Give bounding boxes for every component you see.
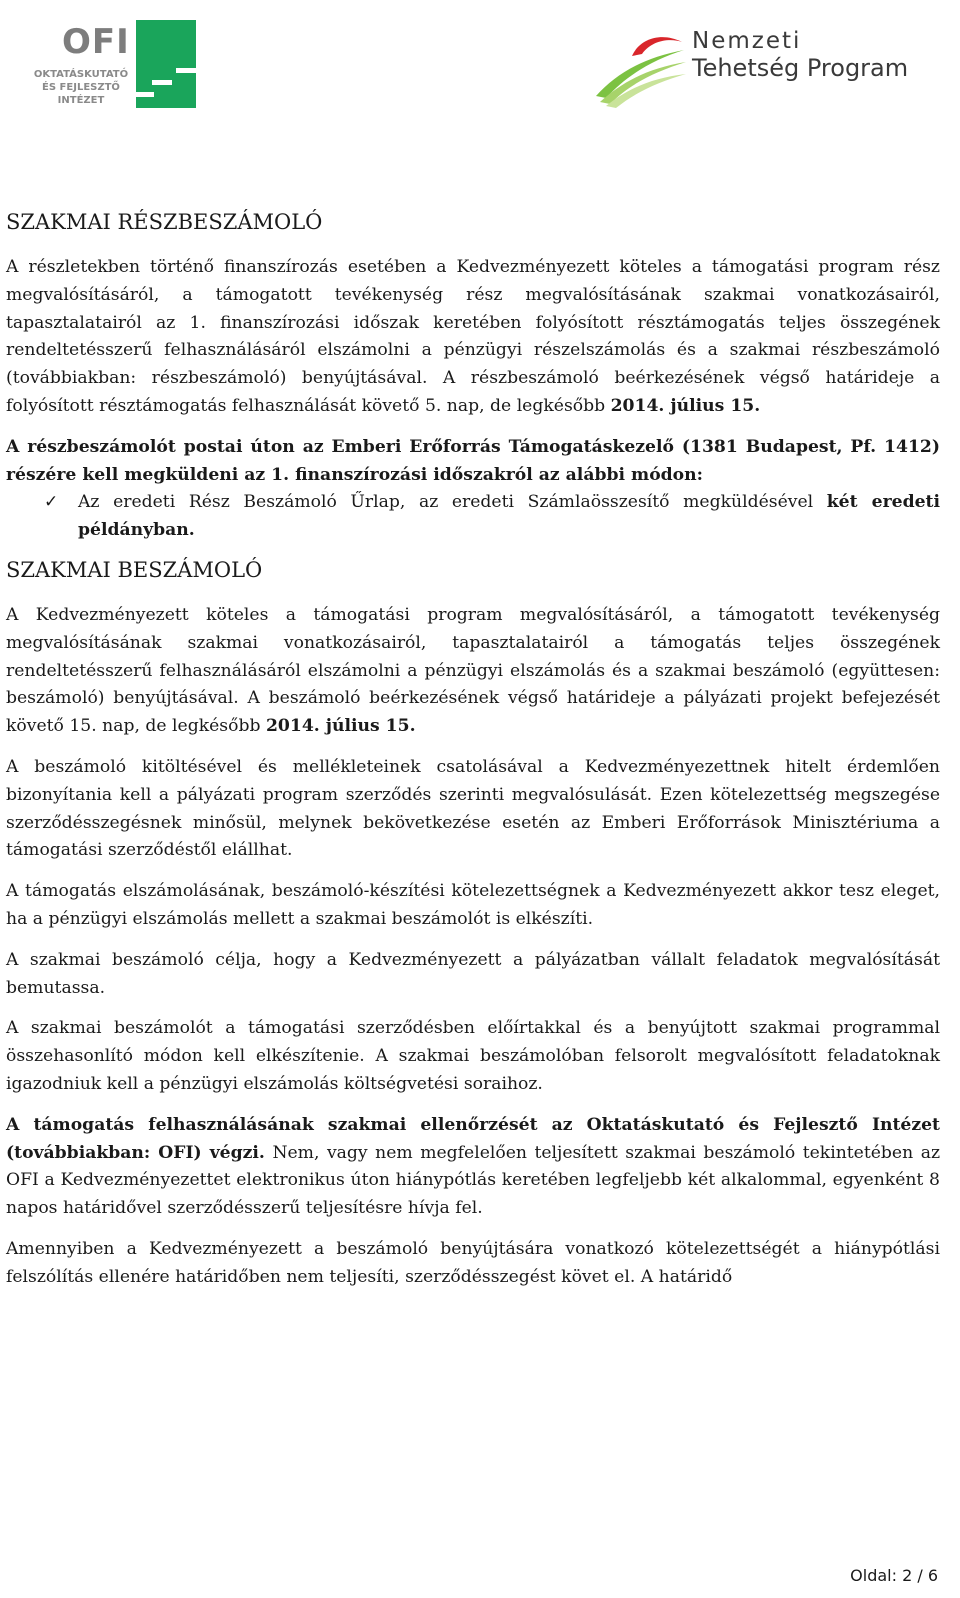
ofi-logo-stripe: [136, 92, 154, 97]
ntp-logo-line2: Tehetség Program: [692, 54, 909, 82]
postal-instruction: A részbeszámolót postai úton az Emberi Erőforrás Támogatáskezelő (1381 Budapest, Pf. 1412) részére kell megküldeni az 1. finanszírozási időszakról az alábbi módon:: [6, 436, 940, 485]
paragraph: A szakmai beszámolót a támogatási szerződésben előírtakkal és a benyújtott szakmai programmal összehasonlító módon kell elkészítenie. A szakmai beszámolóban felsorolt megvalósított feladatoknak igazodniuk kell a pénzügyi elszámolás költségvetési soraihoz.: [6, 1018, 940, 1094]
ofi-logo-line3: INTÉZET: [57, 95, 105, 106]
paragraph-text: A Kedvezményezett köteles a támogatási program megvalósításáról, a támogatott tevékenység megvalósításának szakmai vonatkozásairól, tapasztalatairól a támogatás teljes összegének rendeltetésszerű felhasználásáról elszámolni a pénzügyi elszámolás és a szakmai beszámoló (együttesen: beszámoló) benyújtásával. A beszámoló beérkezésének végső határideje a pályázati projekt befejezését követő 15. nap, de legkésőbb: [6, 604, 940, 737]
paragraph: [6, 1112, 940, 1223]
paragraph-bold-lead: A támogatás felhasználásának szakmai ellenőrzését az Oktatáskutató és Fejlesztő Intézet (továbbiakban: OFI) végzi.: [6, 1114, 940, 1163]
check-item-text: Az eredeti Rész Beszámoló Űrlap, az eredeti Számlaösszesítő megküldésével: [78, 492, 827, 513]
check-list-item: [6, 489, 940, 545]
paragraph-text: Nem, vagy nem megfelelően teljesített szakmai beszámoló tekintetében az OFI a Kedvezményezettet elektronikus úton hiánypótlás keretében legfeljebb két alkalommal, egyenként 8 napos határidővel szerződésszerű teljesítésre hívja fel.: [6, 1142, 940, 1219]
deadline-date: 2014. július 15.: [265, 716, 416, 737]
section-title-reszbeszamolo: SZAKMAI RÉSZBESZÁMOLÓ: [6, 210, 323, 234]
section-title-beszamolo: SZAKMAI BESZÁMOLÓ: [6, 557, 263, 582]
paragraph: [6, 602, 940, 741]
paragraph: Amennyiben a Kedvezményezett a beszámoló benyújtására vonatkozó kötelezettségét a hiánypótlási felszólítás ellenére határidőben nem teljesíti, szerződésszegést követ el. A határidő: [6, 1238, 940, 1287]
ntp-logo-line1: Nemzeti: [692, 28, 802, 54]
page-number: Oldal: 2 / 6: [850, 1566, 938, 1585]
ofi-logo-line2: ÉS FEJLESZTŐ: [42, 82, 120, 93]
paragraph: A szakmai beszámoló célja, hogy a Kedvezményezett a pályázatban vállalt feladatok megvalósítását bemutassa.: [6, 949, 940, 998]
paragraph-bold: [6, 434, 940, 490]
ofi-logo-stripe: [176, 68, 196, 73]
paragraph: A támogatás elszámolásának, beszámoló-készítési kötelezettségnek a Kedvezményezett akkor tesz eleget, ha a pénzügyi elszámolás mellett a szakmai beszámolót is elkészíti.: [6, 881, 940, 929]
ntp-swoosh-icon: [592, 18, 692, 108]
check-item-bold: két eredeti példányban.: [78, 492, 940, 541]
ntp-logo: [592, 18, 932, 108]
document-body: [6, 210, 940, 1292]
paragraph-text: A részletekben történő finanszírozás esetében a Kedvezményezett köteles a támogatási program rész megvalósításáról, a támogatott tevékenység rész megvalósításának szakmai vonatkozásairól, tapasztalatairól az 1. finanszírozási időszak keretében folyósított résztámogatás teljes összegének rendeltetésszerű felhasználásáról elszámolni a pénzügyi részelszámolás és a szakmai részbeszámoló (továbbiakban: részbeszámoló) benyújtásával. A részbeszámoló beérkezésének végső határideje a folyósított résztámogatás felhasználását követő 5. nap, de legkésőbb: [6, 257, 940, 416]
paragraph: A beszámoló kitöltésével és mellékleteinek csatolásával a Kedvezményezettnek hitelt érdemlően bizonyítania kell a pályázati program szerződés szerinti megvalósulását. Ezen kötelezettség megszegése szerződésszegésnek minősül, melynek bekövetkezése esetén az Emberi Erőforrások Minisztériuma a támogatási szerződéstől elállhat.: [6, 756, 940, 861]
ofi-logo-abbreviation: OFI: [62, 22, 130, 62]
ofi-logo-line1: OKTATÁSKUTATÓ: [33, 69, 129, 80]
checkmark-icon: ✓: [44, 492, 59, 513]
deadline-date: 2014. július 15.: [610, 395, 761, 416]
ofi-logo-stripe: [152, 80, 172, 85]
paragraph: [6, 254, 940, 421]
ofi-logo: [26, 20, 196, 110]
page-header: [0, 0, 960, 130]
